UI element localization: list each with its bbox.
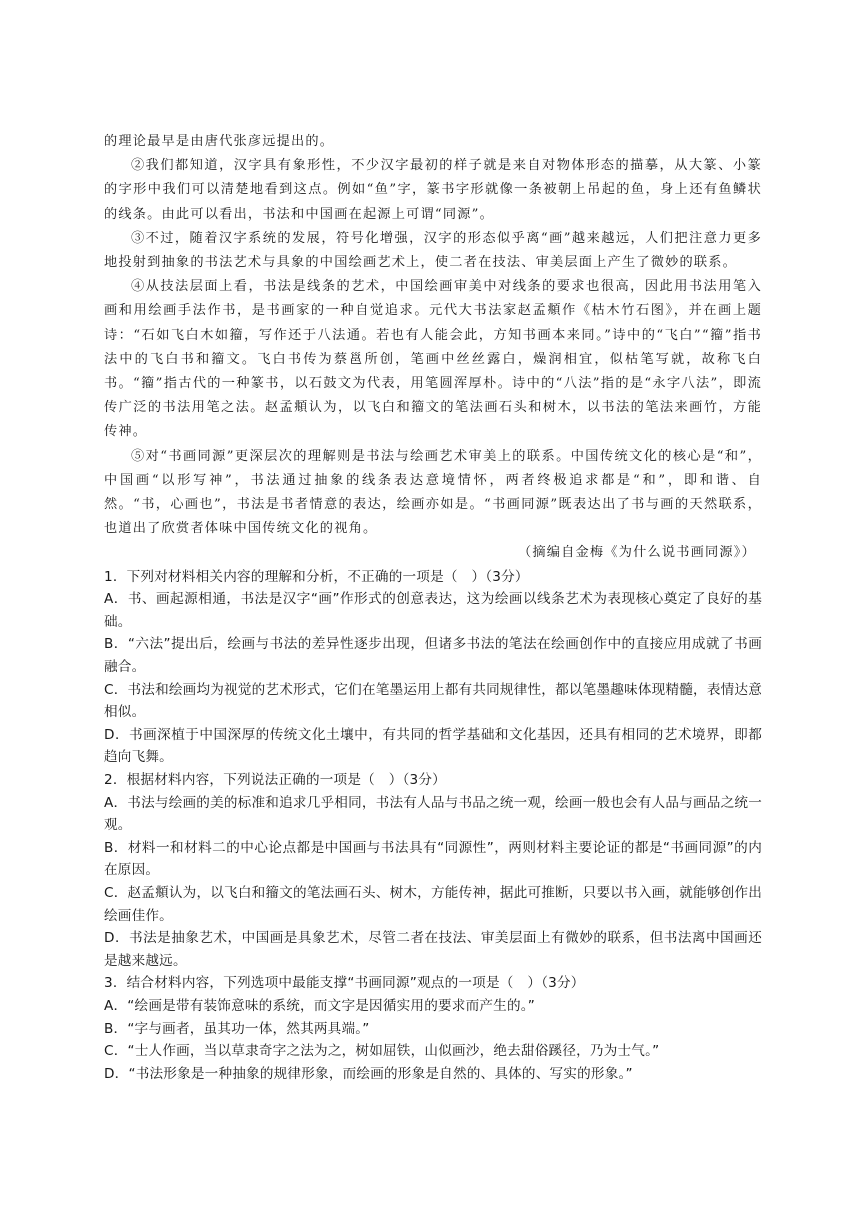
passage-paragraph-3: ③不过，随着汉字系统的发展，符号化增强，汉字的形态似乎离“画”越来越远，人们把注意力更多地投射到抽象的书法艺术与具象的中国绘画艺术上，使二者在技法、审美层面上产生了微妙的联系。	[104, 230, 762, 271]
option-c[interactable]: C．赵孟頫认为，以飞白和籀文的笔法画石头、树木，方能传神，据此可推断，只要以书入画，就能够创作出绘画佳作。	[104, 884, 762, 924]
question-3	[104, 972, 762, 1085]
option-b[interactable]: B．材料一和材料二的中心论点都是中国画与书法具有“同源性”，两则材料主要论证的都是“书画同源”的内在原因。	[104, 839, 762, 879]
option-b[interactable]: B．“字与画者，虽其功一体，然其两具端。”	[104, 1020, 370, 1037]
exam-page	[104, 130, 762, 1085]
passage-source: （摘编自金梅《为什么说书画同源》）	[518, 545, 756, 561]
option-d[interactable]: D．书法是抽象艺术，中国画是具象艺术，尽管二者在技法、审美层面上有微妙的联系，但书法离中国画还是越来越远。	[104, 930, 762, 969]
question-stem: 3．结合材料内容，下列选项中最能支撑“书画同源”观点的一项是（ ）（3分）	[104, 975, 585, 992]
question-list	[104, 566, 762, 1086]
option-c[interactable]: C．书法和绘画均为视觉的艺术形式，它们在笔墨运用上都有共同规律性，都以笔墨趣味体现精髓，表情达意相似。	[104, 681, 762, 721]
option-b[interactable]: B．“六法”提出后，绘画与书法的差异性逐步出现，但诸多书法的笔法在绘画创作中的直接应用成就了书画融合。	[104, 636, 762, 676]
reading-passage	[104, 130, 762, 566]
option-a[interactable]: A．书、画起源相通，书法是汉字“画”作形式的创意表达，这为绘画以线条艺术为表现核心奠定了良好的基础。	[104, 591, 762, 630]
question-stem: 2．根据材料内容，下列说法正确的一项是（ ）（3分）	[104, 772, 446, 788]
question-1	[104, 566, 762, 769]
passage-paragraph-continued: 的理论最早是由唐代张彦远提出的。	[104, 134, 335, 149]
passage-paragraph-2: ②我们都知道，汉字具有象形性，不少汉字最初的样子就是来自对物体形态的描摹，从大篆、小篆的字形中我们可以清楚地看到这点。例如“鱼”字，篆书字形就像一条被朝上吊起的鱼，身上还有鱼鳞状的线条。由此可以看出，书法和中国画在起源上可谓“同源”。	[104, 158, 762, 222]
passage-paragraph-5: ⑤对“书画同源”更深层次的理解则是书法与绘画艺术审美上的联系。中国传统文化的核心是“和”，中国画“以形写神”，书法通过抽象的线条表达意境情怀，两者终极追求都是“和”，即和谐、自然。“书，心画也”，书法是书者情意的表达，绘画亦如是。“书画同源”既表达出了书与画的天然联系，也道出了欣赏者体味中国传统文化的视角。	[104, 448, 762, 537]
question-2	[104, 769, 762, 972]
option-a[interactable]: A．书法与绘画的美的标准和追求几乎相同，书法有人品与书品之统一观，绘画一般也会有人品与画品之统一观。	[104, 794, 762, 834]
option-a[interactable]: A．“绘画是带有装饰意味的系统，而文字是因循实用的要求而产生的。”	[104, 997, 535, 1014]
option-c[interactable]: C．“士人作画，当以草隶奇字之法为之，树如屈铁，山似画沙，绝去甜俗蹊径，乃为士气。”	[104, 1043, 660, 1060]
option-d[interactable]: D．书画深植于中国深厚的传统文化土壤中，有共同的哲学基础和文化基因，还具有相同的艺术境界，即都趋向飞舞。	[104, 726, 762, 766]
option-d[interactable]: D．“书法形象是一种抽象的规律形象，而绘画的形象是自然的、具体的、写实的形象。”	[104, 1065, 633, 1082]
question-stem: 1．下列对材料相关内容的理解和分析，不正确的一项是（ ）（3分）	[104, 568, 529, 585]
passage-paragraph-4: ④从技法层面上看，书法是线条的艺术，中国绘画审美中对线条的要求也很高，因此用书法用笔入画和用绘画手法作书，是书画家的一种自觉追求。元代大书法家赵孟頫作《枯木竹石图》，并在画上题诗：“石如飞白木如籀，写作还于八法通。若也有人能会此，方知书画本来同。”诗中的“飞白”“籀”指书法中的飞白书和籀文。飞白书传为蔡邕所创，笔画中丝丝露白，燥润相宜，似枯笔写就，故称飞白书。“籀”指古代的一种篆书，以石鼓文为代表，用笔圆浑厚朴。诗中的“八法”指的是“永字八法”，即流传广泛的书法用笔之法。赵孟頫认为，以飞白和籀文的笔法画石头和树木，以书法的笔法来画竹，方能传神。	[104, 279, 762, 440]
